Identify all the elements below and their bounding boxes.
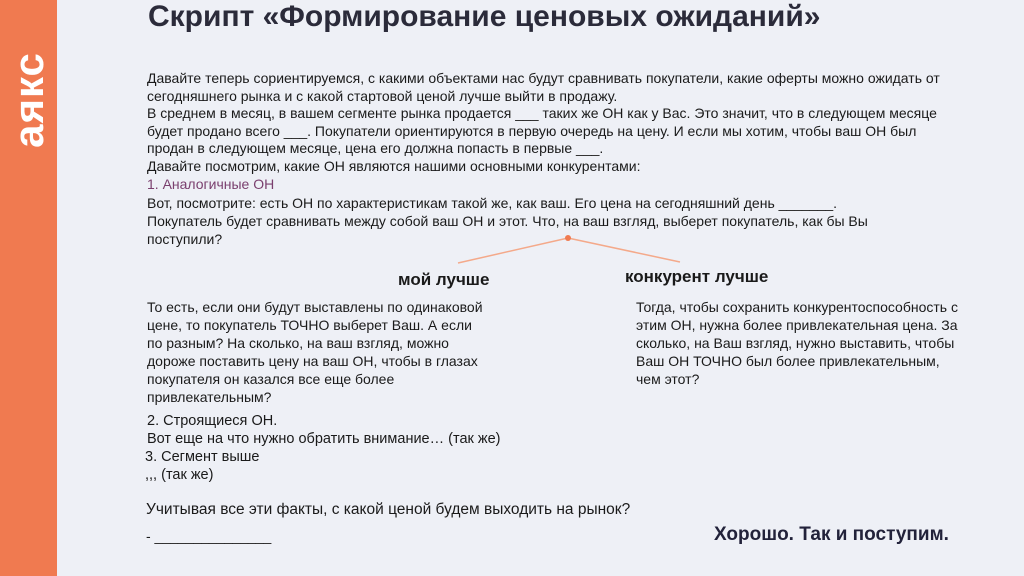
- section-analogs-heading: 1. Аналогичные ОН: [147, 176, 275, 192]
- intro-line: сегодняшнего рынка и с какой стартовой ценой лучше выйти в продажу.: [147, 87, 618, 104]
- branch-right-line: Ваш ОН ТОЧНО был более привлекательным,: [636, 353, 940, 369]
- section-higher-segment-heading: 3. Сегмент выше: [145, 449, 260, 465]
- section-analogs-line: поступили?: [147, 231, 223, 247]
- section-analogs-line: Вот, посмотрите: есть ОН по характеристикам такой же, как ваш. Его цена на сегодняшний день _______.: [147, 195, 838, 211]
- brand-logo-text: аякс: [4, 52, 52, 148]
- branch-right-heading: конкурент лучше: [625, 267, 769, 286]
- branch-left-heading: мой лучше: [398, 270, 490, 289]
- final-question: Учитывая все эти факты, с какой ценой будем выходить на рынок?: [146, 501, 631, 518]
- answer-blank: - _______________: [146, 528, 272, 544]
- section-higher-segment-line: ,,, (так же): [145, 467, 214, 483]
- section-under-construction-line: Вот еще на что нужно обратить внимание… (так же): [147, 431, 501, 447]
- intro-line: Давайте посмотрим, какие ОН являются нашими основными конкурентами:: [147, 157, 641, 174]
- branch-right-line: Тогда, чтобы сохранить конкурентоспособность с: [636, 299, 958, 315]
- branch-left-line: дороже поставить цену на ваш ОН, чтобы в глазах: [147, 353, 478, 369]
- branch-left-line: привлекательным?: [147, 389, 272, 405]
- intro-line: Давайте теперь сориентируемся, с какими объектами нас будут сравнивать покупатели, какие оферты можно ожидать от: [147, 70, 940, 86]
- branch-left-line: по разным? На сколько, на ваш взгляд, можно: [147, 335, 449, 351]
- page-title: Скрипт «Формирование ценовых ожиданий»: [148, 0, 821, 33]
- intro-line: будет продано всего ___. Покупатели ориентируются в первую очередь на цену. И если мы хотим, чтобы ваш ОН был: [147, 122, 917, 139]
- intro-line: продан в следующем месяце, цена его должна попасть в первые ___.: [147, 140, 604, 156]
- branch-left-line: цене, то покупатель ТОЧНО выберет Ваш. А если: [147, 317, 472, 333]
- branch-node: [565, 235, 571, 241]
- branch-right-line: чем этот?: [636, 371, 700, 387]
- intro-line: В среднем в месяц, в вашем сегменте рынка продается ___ таких же ОН как у Вас. Это значит, что в следующем месяце: [147, 105, 937, 121]
- closing-statement: Хорошо. Так и поступим.: [714, 524, 949, 545]
- branch-left-line: То есть, если они будут выставлены по одинаковой: [147, 299, 483, 315]
- branch-left-line: покупателя он казался все еще более: [147, 371, 395, 387]
- branch-line-left: [458, 238, 568, 263]
- branch-right-line: сколько, на Ваш взгляд, нужно выставить, чтобы: [636, 335, 955, 351]
- section-analogs-line: Покупатель будет сравнивать между собой ваш ОН и этот. Что, на ваш взгляд, выберет покупатель, как бы Вы: [147, 213, 868, 229]
- branch-right-line: этим ОН, нужна более привлекательная цена. За: [636, 317, 958, 333]
- branch-line-right: [568, 238, 680, 262]
- section-under-construction-heading: 2. Строящиеся ОН.: [147, 413, 278, 429]
